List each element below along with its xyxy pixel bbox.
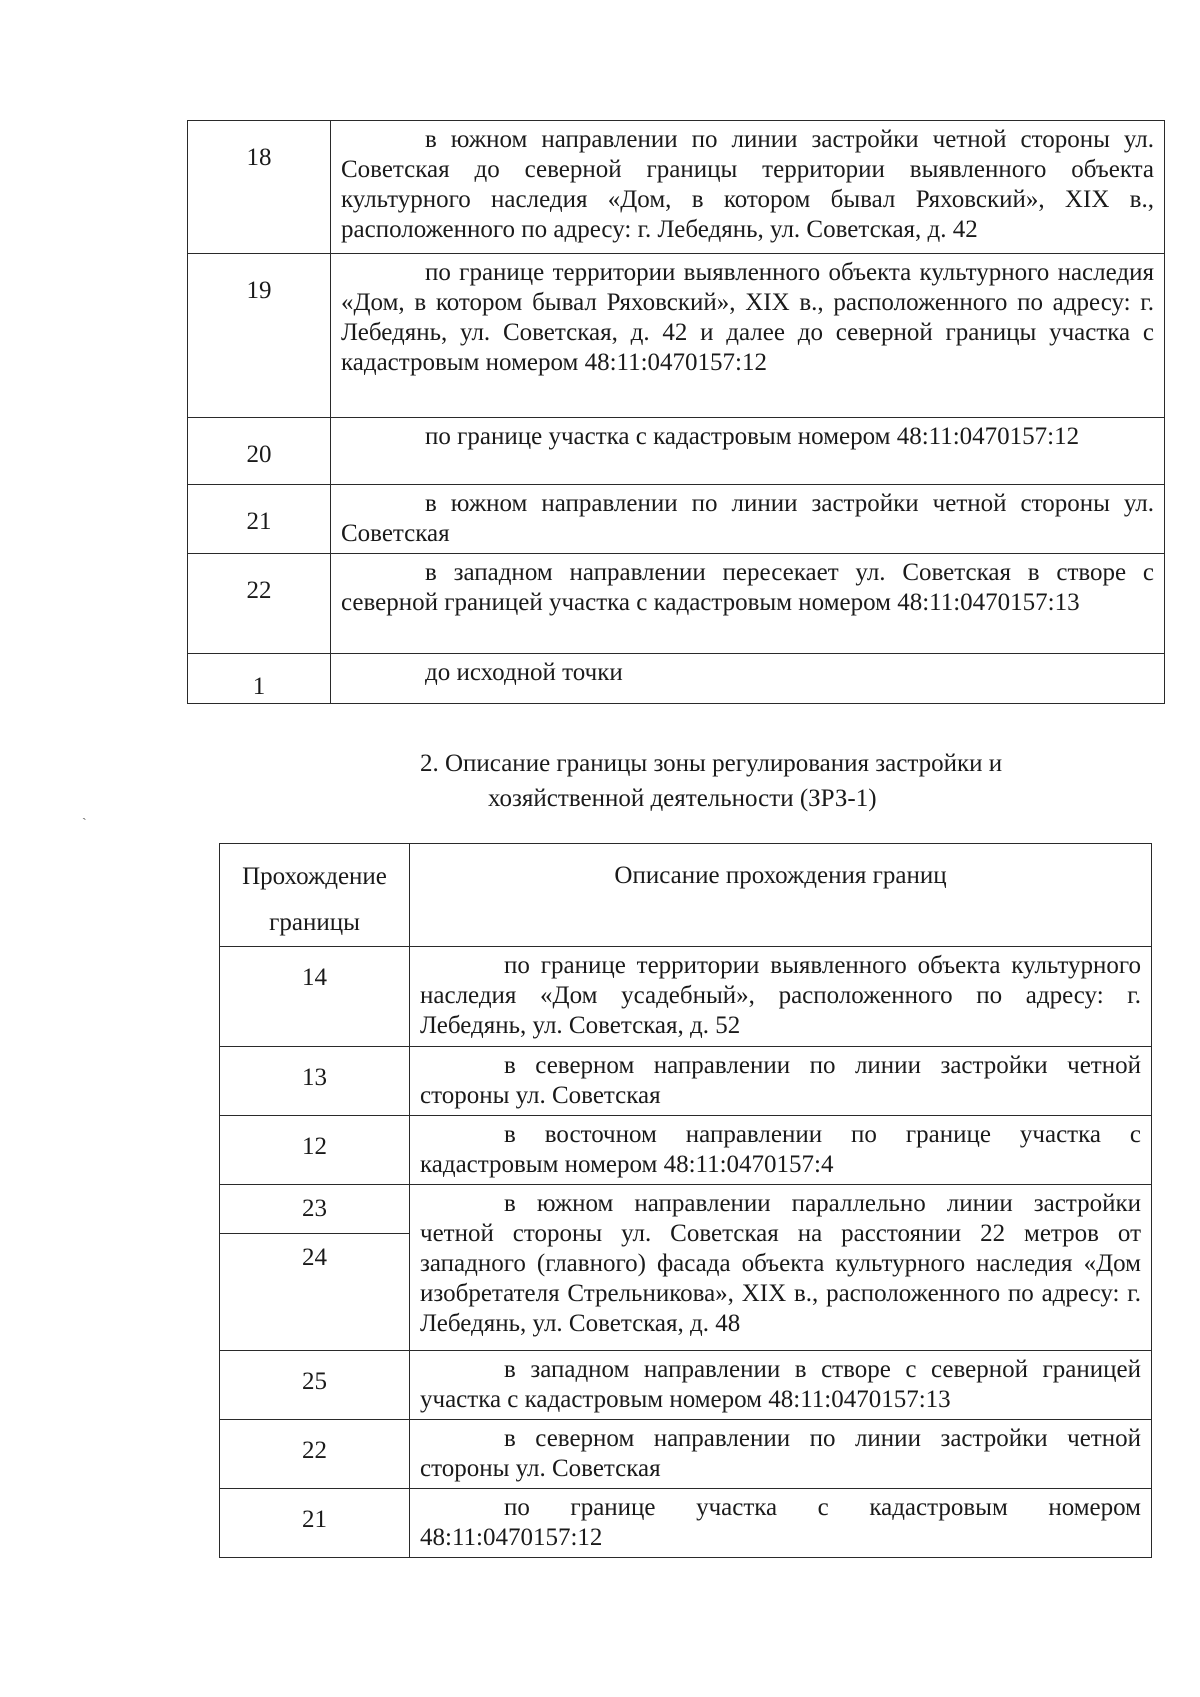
point-number: 21 [220,1489,410,1558]
boundary-description: в северном направлении по линии застройки четной стороны ул. Советская [410,1420,1152,1489]
table-row [220,1047,1152,1116]
boundary-description: по границе участка с кадастровым номером 48:11:0470157:12 [331,418,1165,485]
table-row [220,1351,1152,1420]
table-row [188,418,1165,485]
boundary-description: в южном направлении по линии застройки четной стороны ул. Советская [331,485,1165,554]
table-header-row [220,844,1152,947]
boundary-description: в западном направлении пересекает ул. Советская в створе с северной границей участка с кадастровым номером 48:11:0470157:13 [331,554,1165,654]
section-title-line-1: 2. Описание границы зоны регулирования застройки и [420,750,1003,777]
boundary-description: по границе территории выявленного объекта культурного наследия «Дом, в котором бывал Ряховский», XIX в., расположенного по адресу: г. Лебедянь, ул. Советская, д. 42 и далее до северной границы участка с кадастровым номером 48:11:0470157:12 [331,254,1165,418]
header-boundary-passage: Прохождение границы [220,844,410,947]
table-row [220,947,1152,1047]
point-number: 24 [220,1233,409,1286]
section-title [420,746,1120,816]
boundary-table-1 [187,120,1165,704]
table-row [188,121,1165,254]
boundary-description: по границе территории выявленного объекта культурного наследия «Дом усадебный», расположенного по адресу: г. Лебедянь, ул. Советская, д. 52 [410,947,1152,1047]
point-number: 1 [188,654,331,704]
point-number: 19 [188,254,331,418]
point-number-pair [220,1185,410,1351]
point-number: 25 [220,1351,410,1420]
point-number: 21 [188,485,331,554]
header-description: Описание прохождения границ [410,844,1152,947]
boundary-description: по границе участка с кадастровым номером 48:11:0470157:12 [410,1489,1152,1558]
point-number: 14 [220,947,410,1047]
point-number: 22 [220,1420,410,1489]
boundary-description: в южном направлении по линии застройки четной стороны ул. Советская до северной границы территории выявленного объекта культурного наследия «Дом, в котором бывал Ряховский», XIX в., расположенного по адресу: г. Лебедянь, ул. Советская, д. 42 [331,121,1165,254]
section-title-line-2: хозяйственной деятельности (ЗРЗ-1) [488,785,877,812]
scan-mark: ˏ [82,806,87,821]
boundary-description: в восточном направлении по границе участка с кадастровым номером 48:11:0470157:4 [410,1116,1152,1185]
boundary-table-2 [219,843,1152,1558]
point-number: 22 [188,554,331,654]
boundary-description: в западном направлении в створе с северной границей участка с кадастровым номером 48:11:0470157:13 [410,1351,1152,1420]
point-number: 12 [220,1116,410,1185]
boundary-description: в северном направлении по линии застройки четной стороны ул. Советская [410,1047,1152,1116]
table-row [188,654,1165,704]
table-row [220,1489,1152,1558]
point-number: 20 [188,418,331,485]
point-number: 18 [188,121,331,254]
point-number: 13 [220,1047,410,1116]
table-row [188,554,1165,654]
table-row [220,1420,1152,1489]
table-row [220,1185,1152,1351]
boundary-description: до исходной точки [331,654,1165,704]
table-row [188,254,1165,418]
point-number: 23 [302,1195,327,1222]
table-row [188,485,1165,554]
table-row [220,1116,1152,1185]
boundary-description: в южном направлении параллельно линии застройки четной стороны ул. Советская на расстоянии 22 метров от западного (главного) фасада объекта культурного наследия «Дом изобретателя Стрельникова», XIX в., расположенного по адресу: г. Лебедянь, ул. Советская, д. 48 [410,1185,1152,1351]
